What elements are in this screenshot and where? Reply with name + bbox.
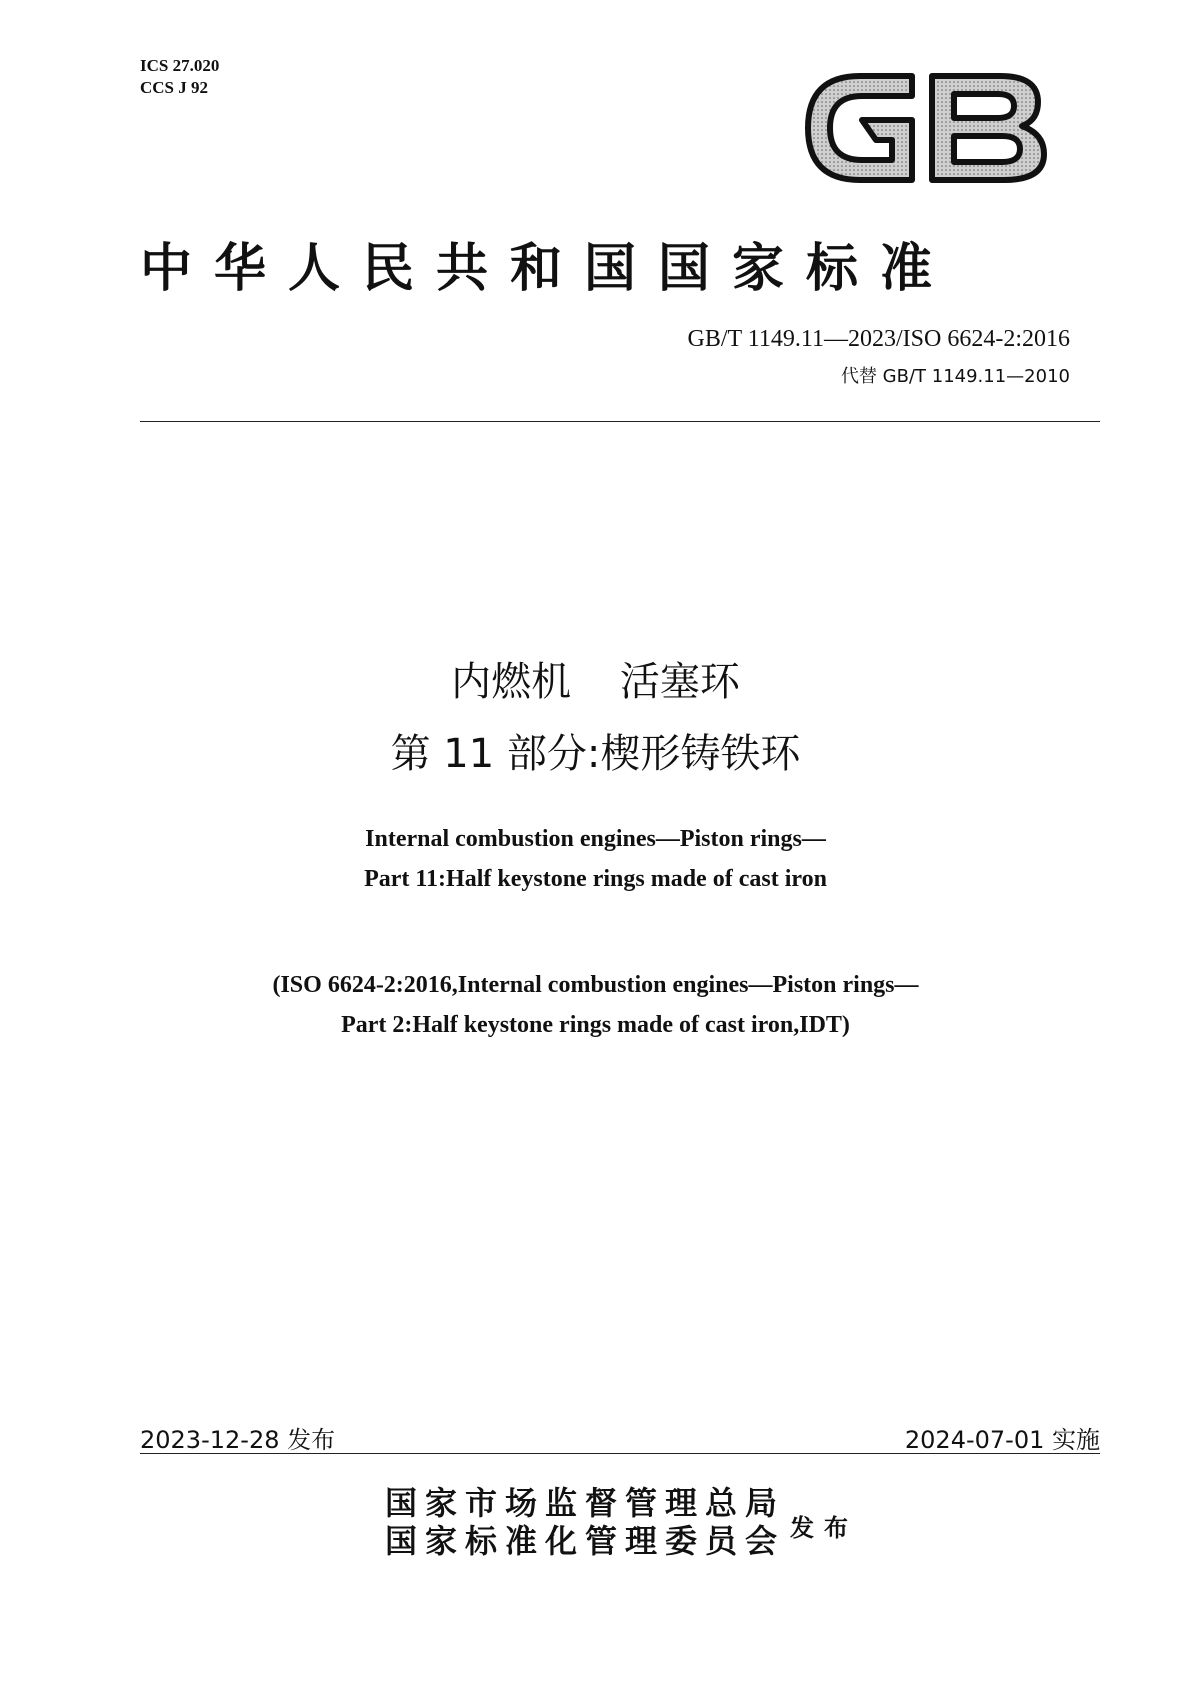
issuing-authorities [385, 1484, 785, 1560]
ccs-code: CCS J 92 [140, 78, 209, 97]
title-en-line2: Part 11:Half keystone rings made of cast iron [364, 866, 827, 892]
ics-code: ICS 27.020 [140, 56, 220, 75]
iso-reference-line1: (ISO 6624-2:2016,Internal combustion engines—Piston rings— [272, 972, 919, 998]
title-cn-line2: 第 11 部分:楔形铸铁环 [390, 731, 801, 777]
iso-reference-line2: Part 2:Half keystone rings made of cast iron,IDT) [341, 1012, 850, 1038]
implementation-date: 2024-07-01 实施 [904, 1426, 1100, 1454]
title-en-line1: Internal combustion engines—Piston rings— [365, 826, 826, 852]
title-cn-line1: 内燃机 活塞环 [451, 659, 740, 705]
document-type-title: 中华人民共和国国家标准 [140, 238, 955, 299]
issue-date: 2023-12-28 发布 [140, 1426, 336, 1454]
issuer-line1: 国家市场监督管理总局 [385, 1484, 786, 1522]
classification-codes [140, 55, 219, 99]
gb-logo [800, 68, 1050, 188]
standard-number: GB/T 1149.11—2023/ISO 6624-2:2016 [687, 326, 1070, 352]
top-divider [140, 421, 1100, 422]
replaces-standard: 代替 GB/T 1149.11—2010 [840, 366, 1070, 387]
issuer-line2: 国家标准化管理委员会 [385, 1522, 786, 1560]
bottom-divider [140, 1453, 1100, 1454]
publish-label: 发布 [790, 1513, 858, 1542]
